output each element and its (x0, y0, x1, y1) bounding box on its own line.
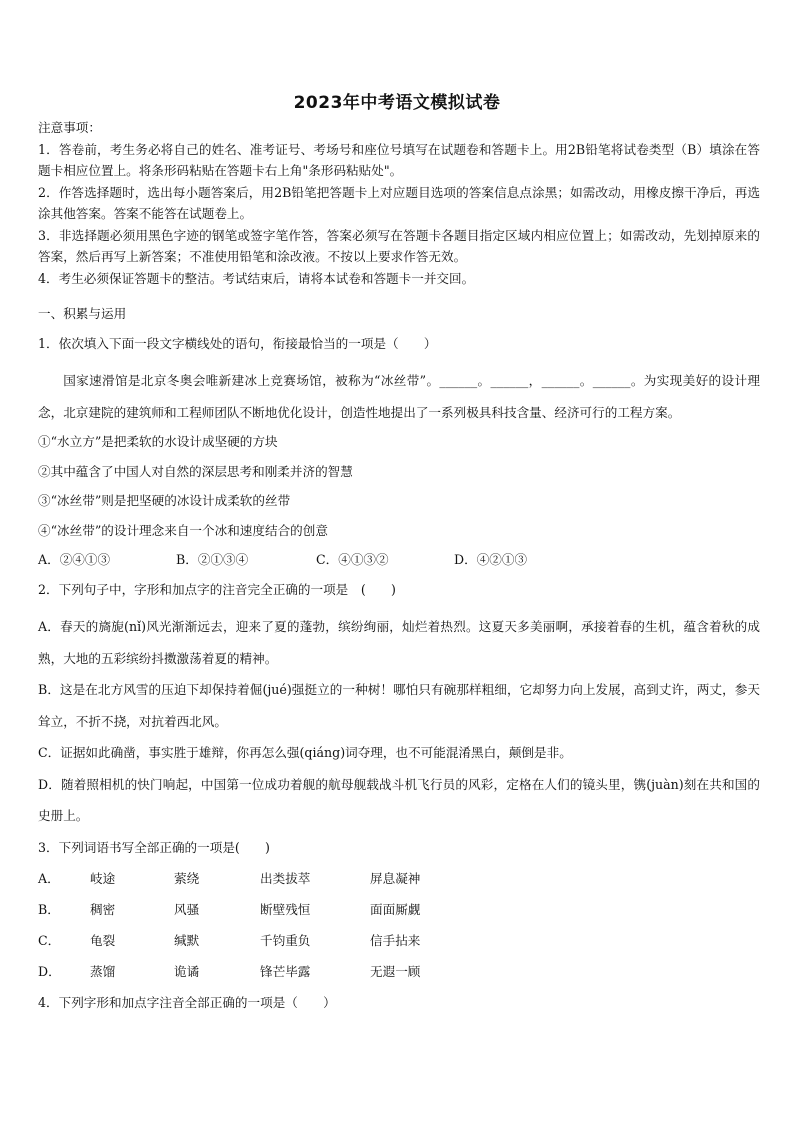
exam-body (38, 304, 760, 1024)
question-2-option-c: C．证据如此确凿，事实胜于雄辩，你再怎么强(qiáng)词夺理，也不可能混淆黑白，颠倒是非。 (38, 745, 572, 760)
question-1-item: ③“冰丝带”则是把坚硬的冰设计成柔软的丝带 (38, 493, 291, 508)
word: 出类拔萃 (260, 870, 311, 886)
question-2-option-a: A．春天的旖旎(nǐ)风光渐渐远去，迎来了夏的蓬勃，缤纷绚丽，灿烂着热烈。这夏天多美丽啊，承接着春的生机，蕴含着秋的成熟，大地的五彩缤纷抖擞激荡着夏的精神。 (38, 619, 760, 666)
word: 断壁残恒 (260, 901, 311, 917)
question-1-passage: 国家速滑馆是北京冬奥会唯新建冰上竞赛场馆，被称为“冰丝带”。______。______，______。______。为实现美好的设计理念，北京建院的建筑师和工程师团队不断地优化设计，创造性地提出了一系列极具科技含量、经济可行的工程方案。 (38, 373, 760, 420)
notes-block (38, 117, 760, 289)
word: 缄默 (174, 932, 200, 948)
question-3-row (38, 900, 760, 920)
notes-heading: 注意事项： (38, 120, 101, 135)
choice-c: C．④①③② (316, 552, 389, 567)
question-3-row (38, 931, 760, 951)
note-item: 4．考生必须保证答题卡的整洁。考试结束后，请将本试卷和答题卡一并交回。 (38, 270, 475, 286)
page-title: 2023年中考语文模拟试卷 (293, 93, 501, 113)
row-letter: C． (38, 932, 61, 948)
word: 风骚 (174, 901, 200, 917)
word: 屏息凝神 (370, 870, 421, 886)
note-item: 1．答卷前，考生务必将自己的姓名、准考证号、考场号和座位号填写在试题卷和答题卡上。用2B铅笔将试卷类型（B）填涂在答题卡相应位置上。将条形码粘贴在答题卡右上角"条形码粘贴处"。 (38, 141, 760, 178)
question-1-item: ④“冰丝带”的设计理念来自一个冰和速度结合的创意 (38, 522, 328, 538)
word: 萦绕 (174, 870, 200, 886)
word: 信手拈来 (370, 932, 421, 948)
row-letter: A． (38, 870, 60, 886)
word: 无遐一顾 (370, 963, 421, 979)
word: 龟裂 (90, 932, 116, 948)
note-item: 3．非选择题必须用黑色字迹的钢笔或签字笔作答，答案必须写在答题卡各题目指定区域内相应位置上；如需改动，先划掉原来的答案，然后再写上新答案；不准使用铅笔和涂改液。不按以上要求作答无效。 (38, 227, 760, 264)
section-heading: 一、积累与运用 (38, 306, 127, 321)
question-3-stem: 3．下列词语书写全部正确的一项是( ) (38, 839, 270, 855)
question-3-row (38, 869, 760, 889)
word: 蒸馏 (90, 963, 116, 979)
choice-a: A．②④①③ (38, 552, 111, 567)
question-4-stem: 4．下列字形和加点字注音全部正确的一项是（ ） (38, 994, 336, 1010)
question-1-item: ①“水立方”是把柔软的水设计成坚硬的方块 (38, 434, 278, 449)
word: 稠密 (90, 901, 116, 917)
word: 诡谲 (174, 963, 200, 979)
question-1-choices (38, 550, 760, 570)
row-letter: D． (38, 963, 61, 979)
question-2-option-b: B．这是在北方风雪的压迫下却保持着倔(jué)强挺立的一种树！哪怕只有碗那样粗细，它却努力向上发展，高到丈许，两丈，参天耸立，不折不挠，对抗着西北风。 (38, 682, 760, 729)
word: 岐途 (90, 870, 116, 886)
word: 面面厮觑 (370, 901, 421, 917)
question-1-item: ②其中蕴含了中国人对自然的深层思考和刚柔并济的智慧 (38, 463, 353, 479)
choice-b: B．②①③④ (176, 552, 249, 567)
choice-d: D．④②①③ (454, 552, 528, 567)
row-letter: B． (38, 901, 60, 917)
word: 锋芒毕露 (260, 963, 311, 979)
question-2-stem: 2．下列句子中，字形和加点字的注音完全正确的一项是 ( ) (38, 582, 396, 597)
note-item: 2．作答选择题时，选出每小题答案后，用2B铅笔把答题卡上对应题目选项的答案信息点涂黑；如需改动，用橡皮擦干净后，再选涂其他答案。答案不能答在试题卷上。 (38, 184, 760, 221)
word: 千钧重负 (260, 932, 311, 948)
question-3-row (38, 962, 760, 982)
question-1-stem: 1．依次填入下面一段文字横线处的语句，衔接最恰当的一项是（ ） (38, 336, 437, 351)
question-2-option-d: D．随着照相机的快门响起，中国第一位成功着舰的航母舰载战斗机飞行员的风彩，定格在人们的镜头里，镌(juàn)刻在共和国的史册上。 (38, 776, 760, 823)
